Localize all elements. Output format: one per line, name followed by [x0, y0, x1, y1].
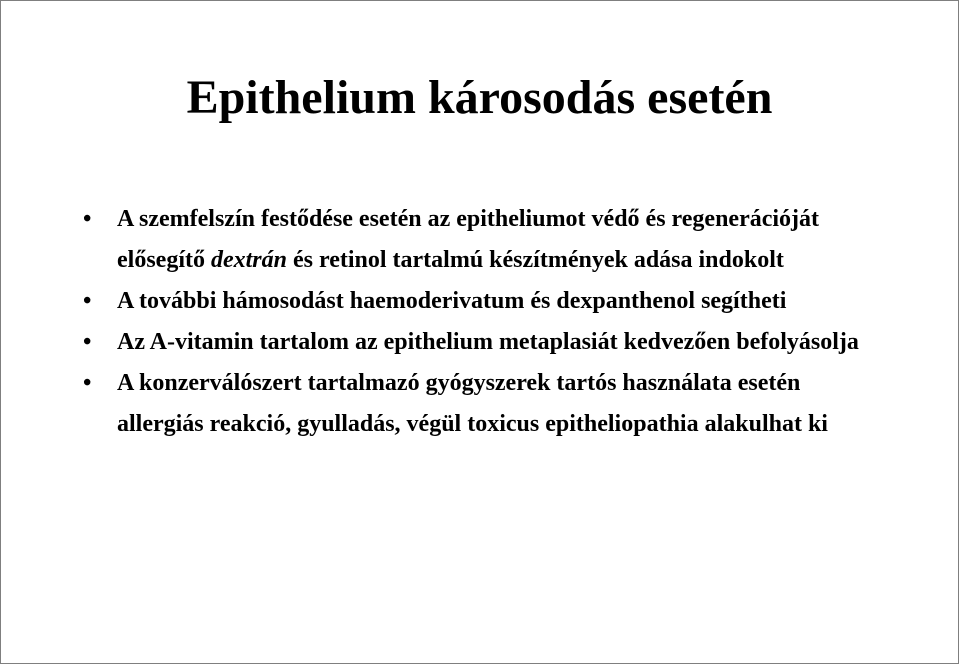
- bullet-text: A konzerválószert tartalmazó gyógyszerek tartós használata esetén allergiás reakció, gyulladás, végül toxicus epitheliopathia alakulhat ki: [117, 370, 828, 437]
- bullet-text-part: és retinol tartalmú készítmények adása indokolt: [287, 247, 784, 273]
- bullet-item: [83, 281, 883, 322]
- bullet-point-icon: •: [83, 370, 92, 396]
- bullet-item: [83, 199, 883, 281]
- bullet-text: A további hámosodást haemoderivatum és dexpanthenol segítheti: [117, 288, 787, 314]
- bullet-point-icon: •: [83, 206, 92, 232]
- bullet-list: [83, 199, 883, 445]
- bullet-point-icon: •: [83, 288, 92, 314]
- bullet-text-part: A szemfelszín festődése esetén az epitheliumot védő és regenerációját elősegítő: [117, 206, 820, 273]
- bullet-point-icon: •: [83, 329, 92, 355]
- bullet-text: [117, 206, 819, 273]
- bullet-item: [83, 363, 883, 445]
- bullet-item: [83, 322, 883, 363]
- slide-title: Epithelium károsodás esetén: [186, 71, 773, 124]
- bullet-text-emphasis: dextrán: [210, 247, 287, 273]
- bullet-text: Az A-vitamin tartalom az epithelium metaplasiát kedvezően befolyásolja: [117, 329, 859, 355]
